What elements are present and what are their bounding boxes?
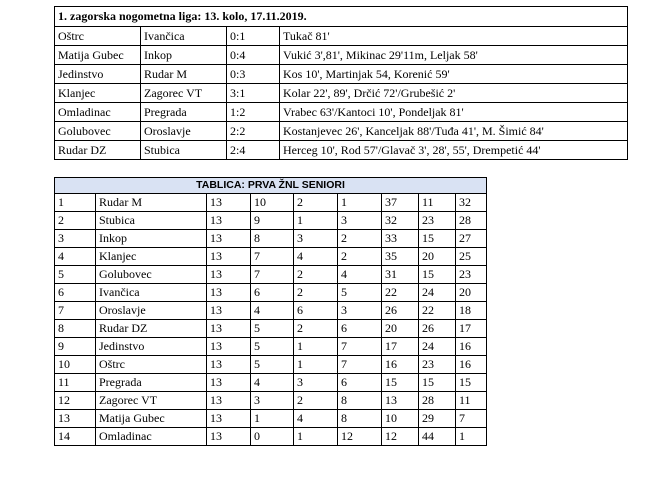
standings-goals-for: 31 — [382, 266, 419, 284]
standings-wins: 4 — [251, 374, 294, 392]
standings-goals-against: 15 — [419, 230, 456, 248]
result-score: 3:1 — [227, 84, 280, 103]
standings-played: 13 — [207, 302, 251, 320]
standings-points: 1 — [456, 428, 487, 446]
standings-goals-against: 22 — [419, 302, 456, 320]
standings-wins: 7 — [251, 248, 294, 266]
standings-team: Golubovec — [96, 266, 207, 284]
standings-losses: 5 — [338, 284, 382, 302]
standings-losses: 3 — [338, 302, 382, 320]
result-scorers: Kos 10', Martinjak 54, Korenić 59' — [280, 65, 628, 84]
standings-goals-against: 15 — [419, 266, 456, 284]
standings-position: 2 — [55, 212, 96, 230]
standings-wins: 9 — [251, 212, 294, 230]
standings-wins: 6 — [251, 284, 294, 302]
standings-body — [55, 178, 487, 446]
result-away-team: Inkop — [141, 46, 227, 65]
standings-team: Matija Gubec — [96, 410, 207, 428]
standings-row — [55, 230, 487, 248]
result-row — [55, 103, 628, 122]
standings-points: 27 — [456, 230, 487, 248]
standings-position: 8 — [55, 320, 96, 338]
standings-points: 16 — [456, 356, 487, 374]
standings-points: 18 — [456, 302, 487, 320]
standings-row — [55, 392, 487, 410]
result-row — [55, 65, 628, 84]
result-scorers: Tukač 81' — [280, 27, 628, 46]
result-row — [55, 84, 628, 103]
standings-points: 15 — [456, 374, 487, 392]
standings-losses: 2 — [338, 230, 382, 248]
standings-position: 1 — [55, 194, 96, 212]
standings-position: 3 — [55, 230, 96, 248]
result-score: 0:3 — [227, 65, 280, 84]
standings-losses: 7 — [338, 338, 382, 356]
result-scorers: Kostanjevec 26', Kanceljak 88'/Tuđa 41', M. Šimić 84' — [280, 122, 628, 141]
standings-position: 12 — [55, 392, 96, 410]
standings-played: 13 — [207, 248, 251, 266]
standings-points: 32 — [456, 194, 487, 212]
result-away-team: Oroslavje — [141, 122, 227, 141]
standings-goals-for: 12 — [382, 428, 419, 446]
result-home-team: Golubovec — [55, 122, 141, 141]
result-home-team: Klanjec — [55, 84, 141, 103]
standings-team: Stubica — [96, 212, 207, 230]
standings-draws: 6 — [294, 302, 338, 320]
result-home-team: Oštrc — [55, 27, 141, 46]
standings-row — [55, 428, 487, 446]
standings-team: Oroslavje — [96, 302, 207, 320]
standings-row — [55, 338, 487, 356]
standings-draws: 1 — [294, 356, 338, 374]
results-body — [55, 7, 628, 160]
standings-goals-for: 37 — [382, 194, 419, 212]
results-title: 1. zagorska nogometna liga: 13. kolo, 17.11.2019. — [55, 7, 628, 27]
standings-goals-for: 26 — [382, 302, 419, 320]
standings-team: Rudar DZ — [96, 320, 207, 338]
result-score: 2:2 — [227, 122, 280, 141]
standings-goals-for: 22 — [382, 284, 419, 302]
result-away-team: Pregrada — [141, 103, 227, 122]
standings-played: 13 — [207, 428, 251, 446]
standings-draws: 2 — [294, 266, 338, 284]
standings-draws: 1 — [294, 212, 338, 230]
standings-goals-against: 44 — [419, 428, 456, 446]
result-score: 0:4 — [227, 46, 280, 65]
result-home-team: Jedinstvo — [55, 65, 141, 84]
result-scorers: Kolar 22', 89', Drčić 72'/Grubešić 2' — [280, 84, 628, 103]
standings-losses: 8 — [338, 392, 382, 410]
standings-goals-against: 15 — [419, 374, 456, 392]
standings-row — [55, 410, 487, 428]
standings-row — [55, 248, 487, 266]
standings-position: 5 — [55, 266, 96, 284]
standings-points: 16 — [456, 338, 487, 356]
standings-points: 20 — [456, 284, 487, 302]
result-home-team: Rudar DZ — [55, 141, 141, 160]
standings-points: 25 — [456, 248, 487, 266]
standings-position: 13 — [55, 410, 96, 428]
standings-points: 23 — [456, 266, 487, 284]
standings-team: Zagorec VT — [96, 392, 207, 410]
standings-played: 13 — [207, 356, 251, 374]
standings-team: Jedinstvo — [96, 338, 207, 356]
standings-goals-for: 35 — [382, 248, 419, 266]
standings-goals-for: 33 — [382, 230, 419, 248]
standings-wins: 5 — [251, 320, 294, 338]
standings-losses: 12 — [338, 428, 382, 446]
standings-played: 13 — [207, 266, 251, 284]
result-scorers: Vrabec 63'/Kantoci 10', Pondeljak 81' — [280, 103, 628, 122]
result-score: 2:4 — [227, 141, 280, 160]
standings-row — [55, 266, 487, 284]
results-title-row — [55, 7, 628, 27]
standings-row — [55, 284, 487, 302]
result-row — [55, 141, 628, 160]
result-away-team: Stubica — [141, 141, 227, 160]
standings-goals-against: 11 — [419, 194, 456, 212]
result-row — [55, 27, 628, 46]
standings-goals-against: 23 — [419, 212, 456, 230]
result-away-team: Ivančica — [141, 27, 227, 46]
standings-goals-against: 24 — [419, 338, 456, 356]
results-table — [54, 6, 628, 160]
result-row — [55, 122, 628, 141]
standings-wins: 7 — [251, 266, 294, 284]
standings-team: Rudar M — [96, 194, 207, 212]
result-score: 0:1 — [227, 27, 280, 46]
standings-draws: 2 — [294, 392, 338, 410]
standings-played: 13 — [207, 212, 251, 230]
standings-goals-for: 20 — [382, 320, 419, 338]
standings-draws: 3 — [294, 374, 338, 392]
standings-row — [55, 194, 487, 212]
standings-team: Pregrada — [96, 374, 207, 392]
standings-draws: 2 — [294, 194, 338, 212]
standings-goals-for: 10 — [382, 410, 419, 428]
standings-wins: 8 — [251, 230, 294, 248]
standings-row — [55, 320, 487, 338]
result-scorers: Herceg 10', Rod 57'/Glavač 3', 28', 55', Drempetić 44' — [280, 141, 628, 160]
standings-row — [55, 302, 487, 320]
standings-losses: 3 — [338, 212, 382, 230]
standings-goals-against: 24 — [419, 284, 456, 302]
standings-played: 13 — [207, 230, 251, 248]
standings-played: 13 — [207, 194, 251, 212]
standings-position: 10 — [55, 356, 96, 374]
standings-team: Oštrc — [96, 356, 207, 374]
standings-goals-for: 13 — [382, 392, 419, 410]
standings-played: 13 — [207, 320, 251, 338]
standings-title: TABLICA: PRVA ŽNL SENIORI — [55, 178, 487, 194]
standings-goals-against: 23 — [419, 356, 456, 374]
standings-goals-against: 20 — [419, 248, 456, 266]
standings-losses: 8 — [338, 410, 382, 428]
result-home-team: Matija Gubec — [55, 46, 141, 65]
standings-goals-against: 26 — [419, 320, 456, 338]
standings-points: 11 — [456, 392, 487, 410]
standings-position: 11 — [55, 374, 96, 392]
standings-position: 14 — [55, 428, 96, 446]
standings-position: 6 — [55, 284, 96, 302]
standings-losses: 4 — [338, 266, 382, 284]
standings-points: 28 — [456, 212, 487, 230]
standings-title-row — [55, 178, 487, 194]
standings-team: Ivančica — [96, 284, 207, 302]
result-away-team: Rudar M — [141, 65, 227, 84]
standings-played: 13 — [207, 392, 251, 410]
result-scorers: Vukić 3',81', Mikinac 29'11m, Leljak 58' — [280, 46, 628, 65]
standings-position: 7 — [55, 302, 96, 320]
standings-draws: 4 — [294, 410, 338, 428]
standings-goals-for: 16 — [382, 356, 419, 374]
result-row — [55, 46, 628, 65]
standings-wins: 5 — [251, 338, 294, 356]
standings-points: 7 — [456, 410, 487, 428]
standings-team: Omladinac — [96, 428, 207, 446]
standings-row — [55, 212, 487, 230]
standings-draws: 1 — [294, 338, 338, 356]
standings-wins: 10 — [251, 194, 294, 212]
standings-points: 17 — [456, 320, 487, 338]
result-away-team: Zagorec VT — [141, 84, 227, 103]
standings-row — [55, 356, 487, 374]
standings-played: 13 — [207, 338, 251, 356]
result-score: 1:2 — [227, 103, 280, 122]
standings-draws: 2 — [294, 284, 338, 302]
standings-goals-for: 17 — [382, 338, 419, 356]
standings-wins: 1 — [251, 410, 294, 428]
standings-goals-against: 29 — [419, 410, 456, 428]
standings-losses: 1 — [338, 194, 382, 212]
standings-goals-for: 32 — [382, 212, 419, 230]
standings-draws: 4 — [294, 248, 338, 266]
standings-team: Klanjec — [96, 248, 207, 266]
standings-wins: 5 — [251, 356, 294, 374]
standings-draws: 2 — [294, 320, 338, 338]
standings-wins: 3 — [251, 392, 294, 410]
standings-losses: 6 — [338, 320, 382, 338]
standings-position: 4 — [55, 248, 96, 266]
standings-team: Inkop — [96, 230, 207, 248]
standings-draws: 3 — [294, 230, 338, 248]
standings-table — [54, 177, 487, 446]
standings-wins: 4 — [251, 302, 294, 320]
result-home-team: Omladinac — [55, 103, 141, 122]
standings-goals-for: 15 — [382, 374, 419, 392]
standings-played: 13 — [207, 284, 251, 302]
standings-draws: 1 — [294, 428, 338, 446]
standings-played: 13 — [207, 374, 251, 392]
standings-losses: 7 — [338, 356, 382, 374]
standings-row — [55, 374, 487, 392]
standings-losses: 6 — [338, 374, 382, 392]
standings-played: 13 — [207, 410, 251, 428]
standings-losses: 2 — [338, 248, 382, 266]
standings-wins: 0 — [251, 428, 294, 446]
standings-position: 9 — [55, 338, 96, 356]
standings-goals-against: 28 — [419, 392, 456, 410]
